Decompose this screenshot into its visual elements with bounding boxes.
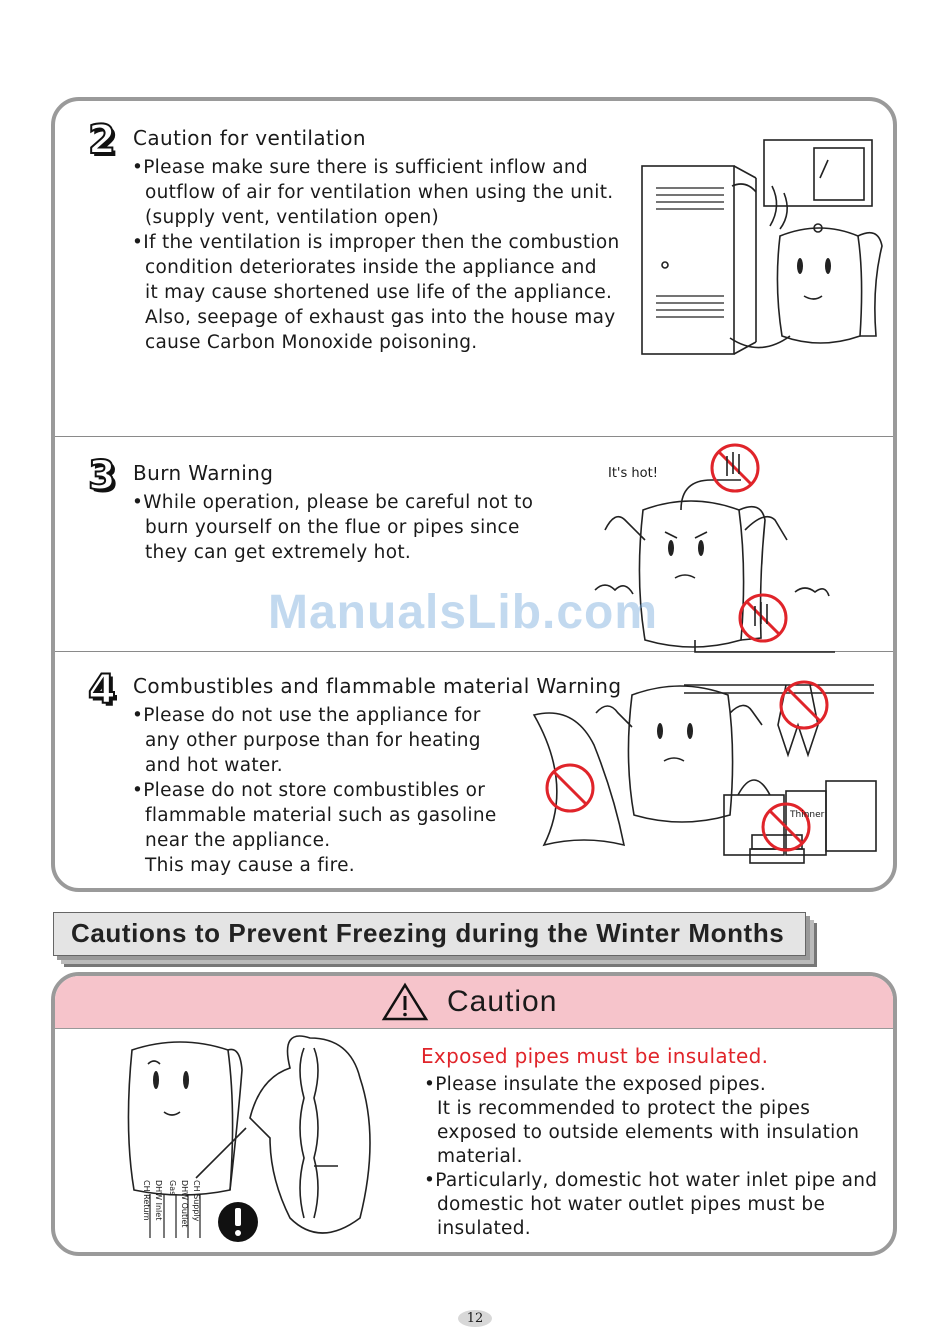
line: flammable material such as gasoline (145, 805, 497, 826)
line: exposed to outside elements with insulation (437, 1122, 860, 1143)
pipe-label: DHW Inlet (154, 1180, 163, 1221)
line: it may cause shortened use life of the appliance. (145, 282, 613, 303)
bullet: •Particularly, domestic hot water inlet pipe and (424, 1170, 878, 1191)
caution-title: Caution (447, 985, 558, 1018)
line: domestic hot water outlet pipes must be (437, 1194, 826, 1215)
line: (supply vent, ventilation open) (145, 207, 440, 228)
section-banner (53, 912, 806, 956)
section-heading-combustibles: Combustibles and flammable material Warning (133, 674, 622, 698)
bullet: •Please do not use the appliance for (132, 705, 481, 726)
line: Also, seepage of exhaust gas into the house may (145, 307, 616, 328)
line: material. (437, 1146, 523, 1167)
bullet: •Please make sure there is sufficient inflow and (132, 157, 588, 178)
line: near the appliance. (145, 830, 331, 851)
warning-triangle-icon (382, 983, 428, 1021)
bullet: •Please insulate the exposed pipes. (424, 1074, 767, 1095)
caution-subtitle: Exposed pipes must be insulated. (421, 1044, 769, 1068)
line: condition deteriorates inside the appliance and (145, 257, 597, 278)
section-number-3: 3 (88, 453, 116, 499)
pipe-label: Gas (168, 1180, 177, 1196)
ventilation-illustration (632, 138, 882, 378)
section-text-burn (132, 490, 533, 565)
line: they can get extremely hot. (145, 542, 412, 563)
section-number-2: 2 (88, 117, 116, 163)
line: any other purpose than for heating (145, 730, 481, 751)
mascot-icon (777, 228, 861, 343)
bullet: •If the ventilation is improper then the combustion (132, 232, 620, 253)
thinner-label: Thinner (790, 810, 825, 820)
pipe-label: CH Return (142, 1180, 151, 1221)
line: This may cause a fire. (145, 855, 355, 876)
pipe-label: CH Supply (192, 1180, 201, 1222)
line: burn yourself on the flue or pipes since (145, 517, 520, 538)
line: outflow of air for ventilation when using the unit. (145, 182, 614, 203)
line: cause Carbon Monoxide poisoning. (145, 332, 478, 353)
line: and hot water. (145, 755, 283, 776)
bullet: •Please do not store combustibles or (132, 780, 486, 801)
combustibles-illustration (524, 665, 879, 885)
its-hot-label: It's hot! (608, 466, 658, 481)
section-heading-burn: Burn Warning (133, 461, 274, 485)
line: insulated. (437, 1218, 531, 1239)
fuel-can-icon (826, 781, 876, 851)
section-number-4: 4 (88, 667, 116, 713)
section-heading-ventilation: Caution for ventilation (133, 126, 366, 150)
mascot-icon (128, 1042, 232, 1195)
section-text-ventilation (132, 155, 620, 355)
pipe-labels (142, 1180, 212, 1242)
line: It is recommended to protect the pipes (437, 1098, 811, 1119)
pipe-label: DHW Outlet (180, 1180, 189, 1228)
page-number: 12 (458, 1310, 492, 1327)
watermark: ManualsLib.com (268, 586, 659, 639)
divider-1 (55, 436, 893, 437)
heater-unit-icon (642, 166, 734, 354)
thinner-can-icon (786, 791, 826, 855)
banner-title: Cautions to Prevent Freezing during the Winter Months (71, 918, 785, 948)
caution-text (424, 1073, 877, 1241)
bullet: •While operation, please be careful not to (132, 492, 534, 513)
section-text-combustibles (132, 703, 497, 878)
window-icon (764, 140, 872, 206)
mascot-icon (628, 686, 732, 822)
